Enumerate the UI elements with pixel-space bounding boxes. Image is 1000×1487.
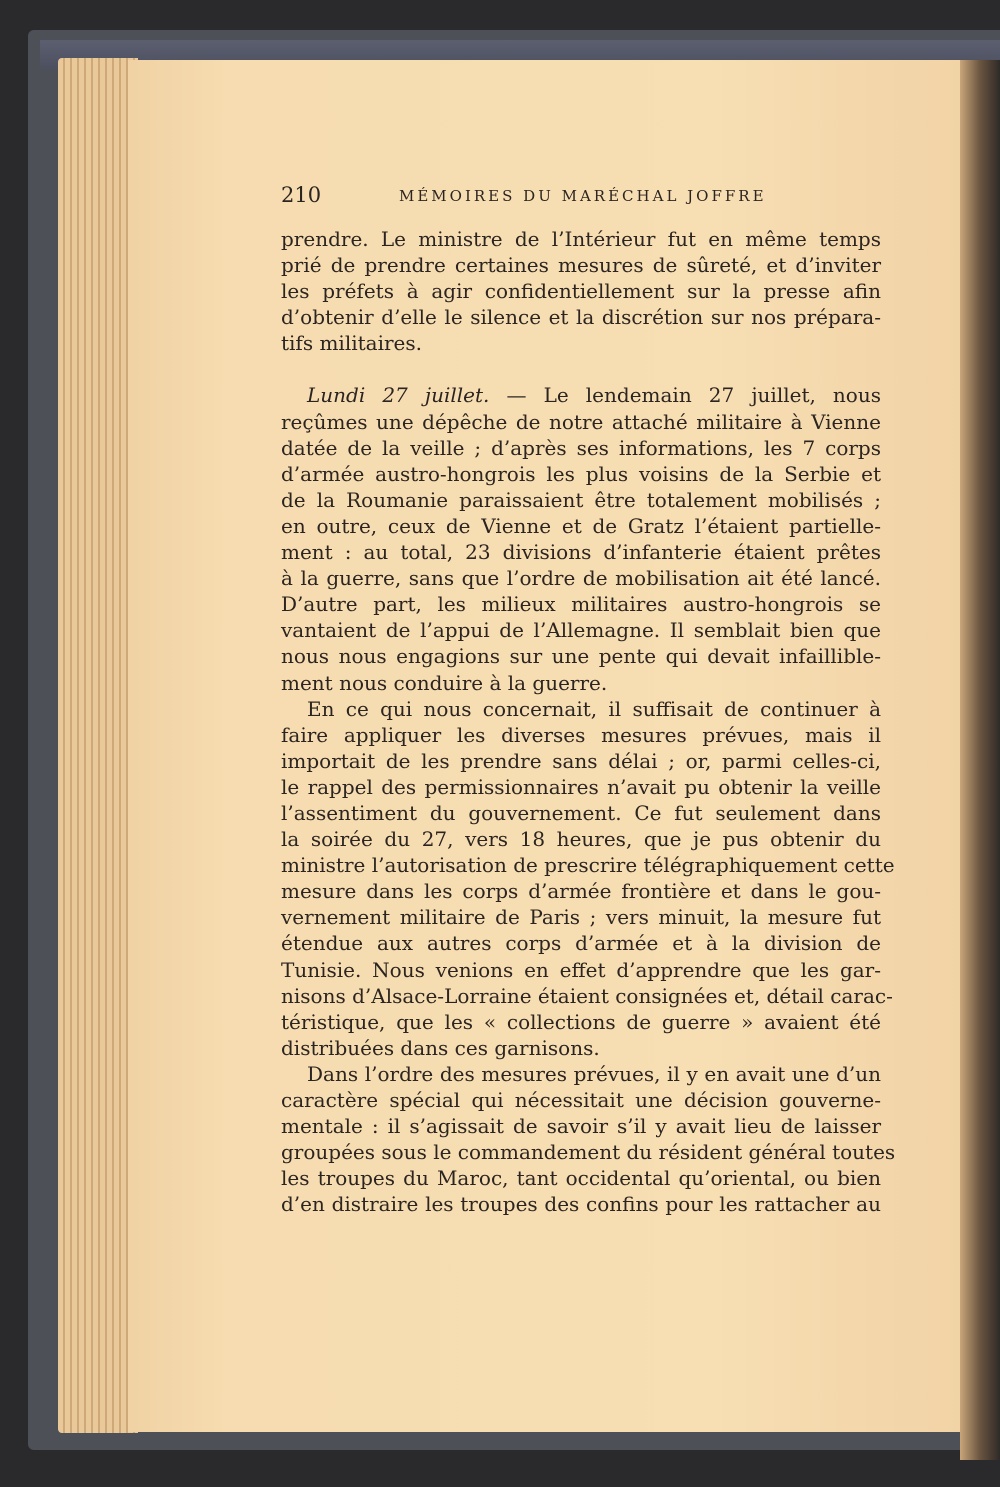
paragraph <box>281 1061 896 1218</box>
text-line: d’obtenir d’elle le silence et la discrétion sur nos prépara- <box>281 305 881 330</box>
text-line: faire appliquer les diverses mesures prévues, mais il <box>281 722 881 747</box>
text-line: reçûmes une dépêche de notre attaché militaire à Vienne <box>281 409 881 434</box>
text-line: ministre l’autorisation de prescrire télégraphiquement cette <box>281 853 895 878</box>
text-line: téristique, que les « collections de guerre » avaient été <box>281 1009 881 1034</box>
text-line: d’armée austro-hongrois les plus voisins de la Serbie et <box>281 461 881 486</box>
text-line: nous nous engagions sur une pente qui devait infaillible- <box>281 644 881 669</box>
text-line-rest: — Le lendemain 27 juillet, nous <box>489 383 881 408</box>
paragraph <box>281 696 895 1061</box>
text-line: tifs militaires. <box>281 331 422 356</box>
section-gap <box>281 356 881 382</box>
text-line: prié de prendre certaines mesures de sûreté, et d’inviter <box>281 253 881 278</box>
text-line: le rappel des permissionnaires n’avait pu obtenir la veille <box>281 774 881 799</box>
text-line: vantaient de l’appui de l’Allemagne. Il semblait bien que <box>281 618 881 643</box>
text-line: ment nous conduire à la guerre. <box>281 670 608 695</box>
text-line: importait de les prendre sans délai ; or, parmi celles-ci, <box>281 748 881 773</box>
text-line: la soirée du 27, vers 18 heures, que je pus obtenir du <box>281 827 881 852</box>
stacked-page-edges <box>58 58 138 1433</box>
text-line: caractère spécial qui nécessitait une décision gouverne- <box>281 1088 881 1112</box>
text-line: mesure dans les corps d’armée frontière et dans le gou- <box>281 879 881 904</box>
book-gutter <box>960 60 1000 1460</box>
body-text <box>281 226 896 1217</box>
text-line: distribuées dans ces garnisons. <box>281 1035 600 1060</box>
text-line: Dans l’ordre des mesures prévues, il y en avait une d’un <box>307 1061 881 1086</box>
text-line: l’assentiment du gouvernement. Ce fut seulement dans <box>281 800 881 825</box>
running-title: MÉMOIRES DU MARÉCHAL JOFFRE <box>399 187 767 205</box>
text-line <box>281 382 881 408</box>
text-line: nisons d’Alsace-Lorraine étaient consignées et, détail carac- <box>281 983 893 1008</box>
text-line: datée de la veille ; d’après ses informations, les 7 corps <box>281 435 881 460</box>
text-line: à la guerre, sans que l’ordre de mobilisation ait été lancé. <box>281 566 881 591</box>
paragraph <box>281 382 881 695</box>
page-header <box>281 183 881 213</box>
date-heading: Lundi 27 juillet. <box>307 383 490 408</box>
text-line: ment : au total, 23 divisions d’infanterie étaient prêtes <box>281 540 881 565</box>
text-line: étendue aux autres corps d’armée et à la division de <box>281 931 881 956</box>
text-line: prendre. Le ministre de l’Intérieur fut en même temps <box>281 227 881 251</box>
text-line: vernement militaire de Paris ; vers minuit, la mesure fut <box>281 905 881 930</box>
paragraph <box>281 226 881 356</box>
page-number: 210 <box>281 183 322 207</box>
text-line: D’autre part, les milieux militaires austro-hongrois se <box>281 592 881 617</box>
text-line: de la Roumanie paraissaient être totalement mobilisés ; <box>281 487 881 512</box>
text-line: En ce qui nous concernait, il suffisait de continuer à <box>307 696 881 721</box>
text-line: en outre, ceux de Vienne et de Gratz l’étaient partielle- <box>281 513 881 538</box>
text-line: les troupes du Maroc, tant occidental qu’oriental, ou bien <box>281 1166 881 1191</box>
text-line: groupées sous le commandement du résident général toutes <box>281 1140 896 1165</box>
text-line: mentale : il s’agissait de savoir s’il y avait lieu de laisser <box>281 1114 881 1139</box>
text-line: d’en distraire les troupes des confins pour les rattacher au <box>281 1192 881 1217</box>
text-line: Tunisie. Nous venions en effet d’apprendre que les gar- <box>281 957 881 982</box>
text-line: les préfets à agir confidentiellement sur la presse afin <box>281 279 881 304</box>
